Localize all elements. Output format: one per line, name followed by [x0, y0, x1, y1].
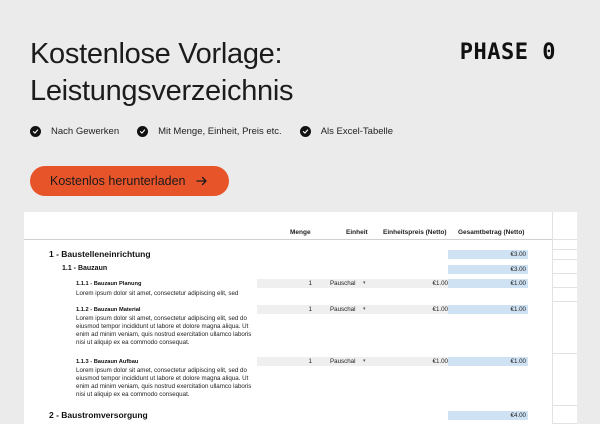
- item-qty[interactable]: 1: [308, 358, 312, 365]
- item-unit-select[interactable]: Pauschal: [330, 280, 356, 287]
- grid-cell: [553, 250, 577, 260]
- dropdown-caret-icon[interactable]: ▾: [363, 306, 366, 312]
- item-description: Lorem ipsum dolor sit amet, consectetur adipiscing elit, sed: [76, 290, 239, 297]
- check-circle-icon: [137, 126, 148, 137]
- item-price[interactable]: €1.00: [432, 280, 448, 287]
- header-divider: [24, 239, 552, 240]
- download-button-label: Kostenlos herunterladen: [50, 174, 186, 188]
- feature-label: Nach Gewerken: [51, 126, 120, 137]
- brand-logo: PHASE 0: [459, 40, 556, 65]
- check-circle-icon: [30, 126, 41, 137]
- dropdown-caret-icon[interactable]: ▾: [363, 358, 366, 364]
- spreadsheet-extra-column: [552, 212, 577, 424]
- item-title: 1.1.1 - Bauzaun Planung: [76, 281, 142, 287]
- item-description: Lorem ipsum dolor sit amet, consectetur adipiscing elit, sed do eiusmod tempor incididunt ut labore et dolore magna aliqua. Ut enim ad minim veniam, quis nostrud exercitation ullamco laboris nisi ut aliquip ex ea commodo consequat.: [76, 315, 252, 346]
- grid-cell: [553, 260, 577, 274]
- dropdown-caret-icon[interactable]: ▾: [363, 280, 366, 286]
- item-title: 1.1.2 - Bauzaun Material: [76, 307, 141, 313]
- subsection-title: 1.1 - Bauzaun: [62, 265, 108, 272]
- header-einheit: Einheit: [346, 229, 368, 236]
- section-title: 1 - Baustelleneinrichtung: [49, 249, 151, 259]
- feature-list: [30, 126, 411, 137]
- header-gesamtbetrag: Gesamtbetrag (Netto): [458, 229, 525, 236]
- item-total: €1.00: [448, 357, 528, 366]
- grid-cell: [553, 406, 577, 424]
- feature-item: [137, 126, 282, 137]
- title-line-1: Kostenlose Vorlage:: [30, 38, 283, 70]
- grid-cell: [553, 212, 577, 240]
- section-title: 2 - Baustromversorgung: [49, 410, 148, 420]
- header-menge: Menge: [290, 229, 311, 236]
- feature-label: Als Excel-Tabelle: [320, 126, 394, 137]
- item-unit-select[interactable]: Pauschal: [330, 306, 356, 313]
- item-description: Lorem ipsum dolor sit amet, consectetur adipiscing elit, sed do eiusmod tempor incididunt ut labore et dolore magna aliqua. Ut enim ad minim veniam, quis nostrud exercitation ullamco laboris nisi ut aliquip ex ea commodo consequat.: [76, 367, 252, 398]
- grid-cell: [553, 288, 577, 302]
- header-einheitspreis: Einheitspreis (Netto): [383, 229, 447, 236]
- feature-label: Mit Menge, Einheit, Preis etc.: [158, 126, 282, 137]
- grid-cell: [553, 240, 577, 250]
- grid-cell: [553, 354, 577, 406]
- item-total: €1.00: [448, 305, 528, 314]
- item-price[interactable]: €1.00: [432, 306, 448, 313]
- item-price[interactable]: €1.00: [432, 358, 448, 365]
- item-total: €1.00: [448, 279, 528, 288]
- spreadsheet-preview: [24, 212, 577, 424]
- section-total: €4.00: [448, 411, 528, 420]
- feature-item: [300, 126, 393, 137]
- item-title: 1.1.3 - Bauzaun Aufbau: [76, 359, 139, 365]
- item-qty[interactable]: 1: [308, 306, 312, 313]
- item-unit-select[interactable]: Pauschal: [330, 358, 356, 365]
- arrow-right-icon: [196, 176, 208, 186]
- item-qty[interactable]: 1: [308, 280, 312, 287]
- subsection-total: €3.00: [448, 265, 528, 274]
- check-circle-icon: [300, 126, 311, 137]
- download-button[interactable]: [30, 166, 229, 196]
- feature-item: [30, 126, 119, 137]
- grid-cell: [553, 274, 577, 288]
- section-total: €3.00: [448, 250, 528, 259]
- page-title: [30, 36, 293, 110]
- grid-cell: [553, 302, 577, 354]
- title-line-2: Leistungsverzeichnis: [30, 75, 294, 107]
